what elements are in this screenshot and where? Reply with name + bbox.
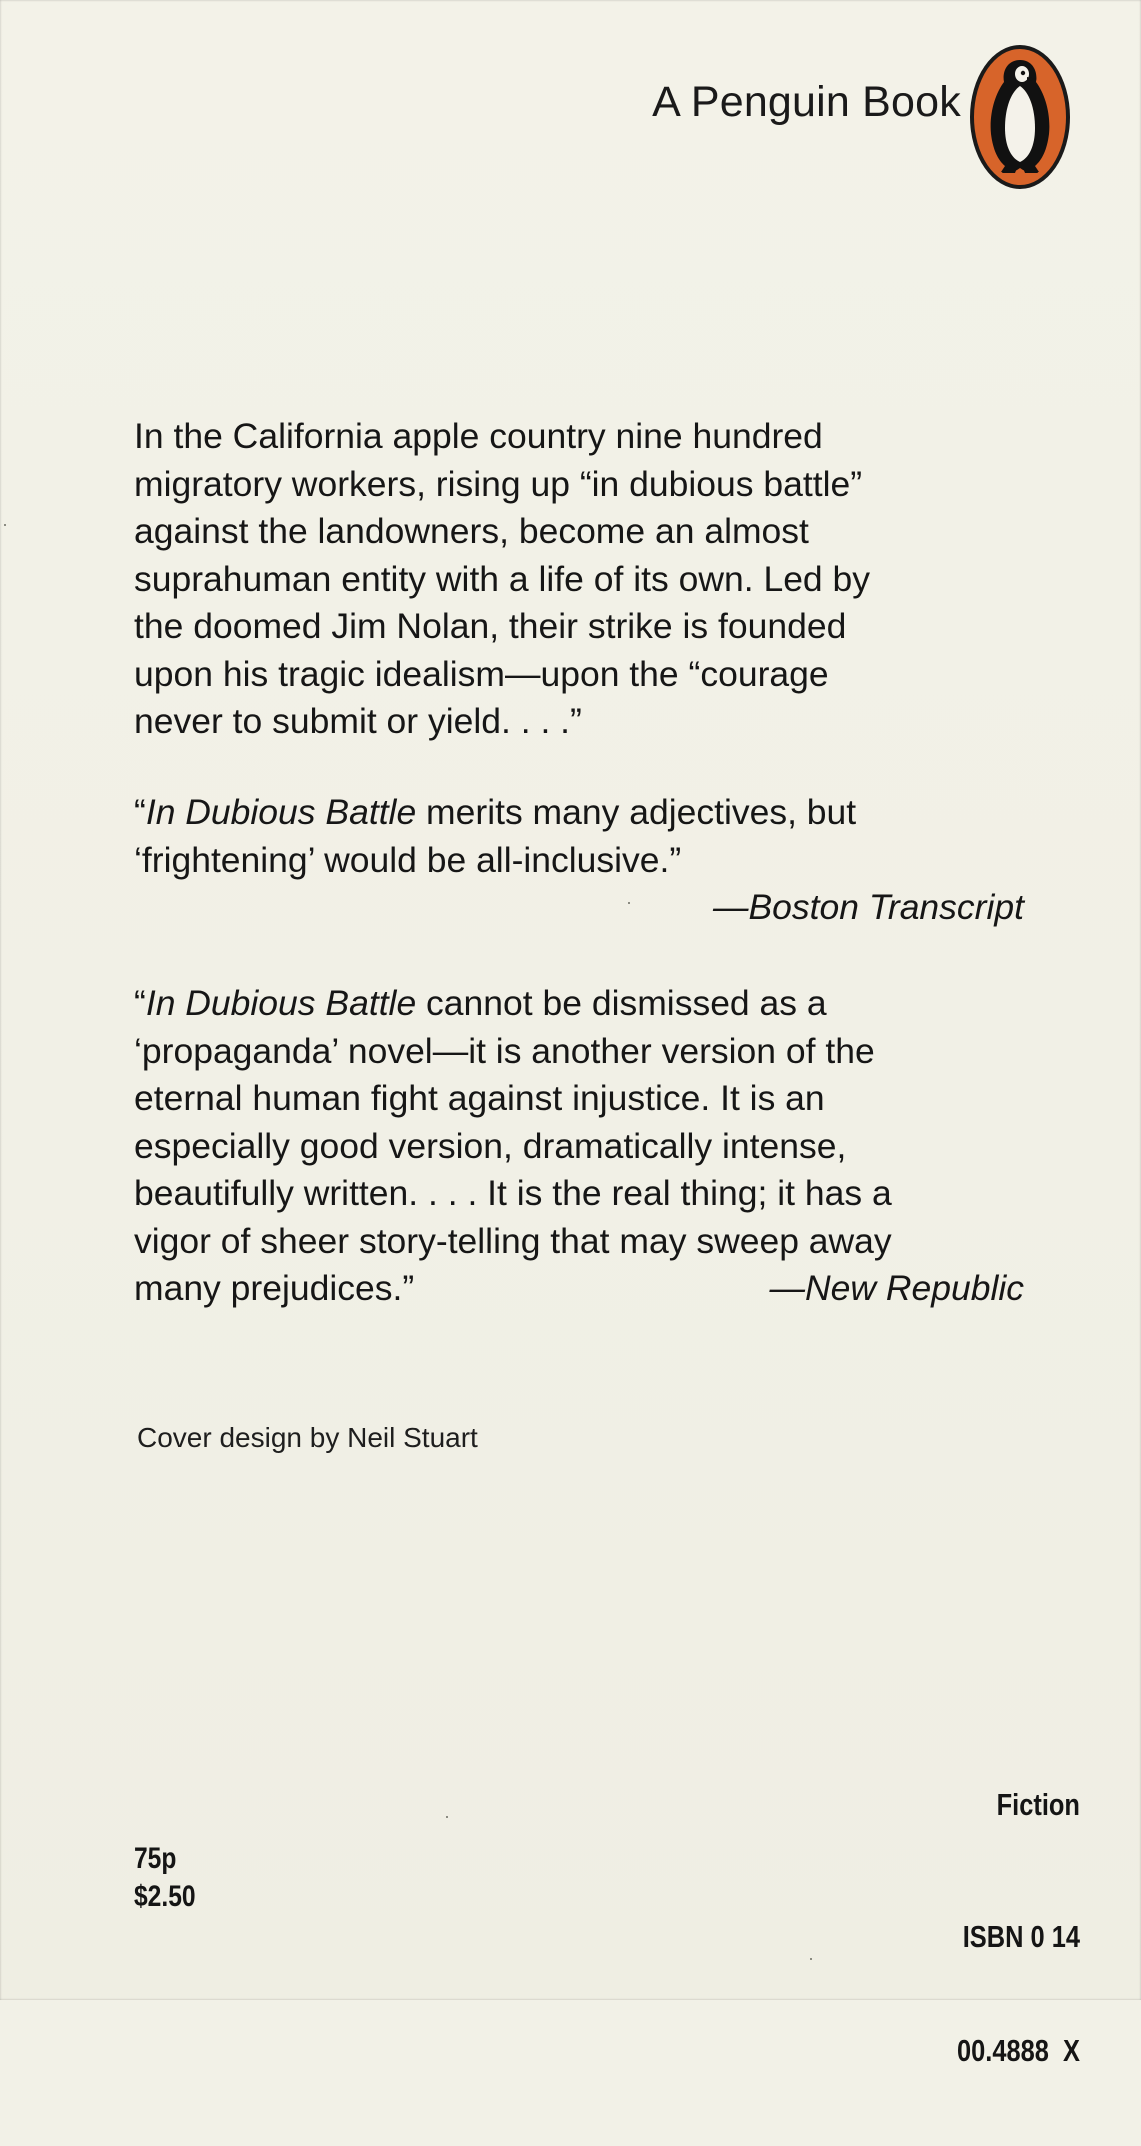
genre-label: Fiction <box>996 1787 1080 1822</box>
review-quote-body <box>134 980 1024 1313</box>
synopsis-text: In the California apple country nine hundred migratory workers, rising up “in dubious battle” against the landowners, become an almost suprahuman entity with a life of its own. Led by the doomed Jim Nolan, their strike is founded upon his tragic idealism—upon the “courage never to submit or yield. . . .” <box>134 416 871 741</box>
price-uk: 75p <box>134 1842 177 1875</box>
penguin-icon <box>967 42 1073 192</box>
isbn <box>957 1842 1080 2146</box>
open-quote-mark: “ <box>134 792 146 832</box>
publisher-label: A Penguin Book <box>652 77 961 126</box>
publisher-brand <box>652 42 1073 192</box>
price-block <box>134 1840 196 1916</box>
review-quote-boston <box>134 789 1024 932</box>
classification-block <box>957 1786 1080 2146</box>
paper-speck <box>4 524 6 526</box>
review-quote-body <box>134 789 1024 884</box>
isbn-line-1: ISBN 0 14 <box>962 1919 1080 1954</box>
synopsis-paragraph <box>134 413 1024 746</box>
book-title-italic: In Dubious Battle <box>145 792 417 832</box>
open-quote-mark: “ <box>134 983 146 1023</box>
paper-speck <box>628 902 630 904</box>
review-attribution: —New Republic <box>769 1268 1024 1308</box>
review-quote-text: merits many adjectives, but ‘frightening’ would be all-inclusive.” <box>134 792 857 880</box>
review-quote-new-republic <box>134 980 1024 1313</box>
review-attribution: —Boston Transcript <box>712 887 1024 927</box>
review-quote-text: cannot be dismissed as a ‘propaganda’ novel—it is another version of the eternal human fight against injustice. It is an especially good version, dramatically intense, beautifully written. . . . It is the real thing; it has a vigor of sheer story-telling that may sweep away many prejudices.” <box>134 983 892 1308</box>
price-us: $2.50 <box>134 1880 196 1913</box>
isbn-line-2: 00.4888 X <box>957 2033 1080 2068</box>
paper-speck <box>446 1816 448 1818</box>
paper-speck <box>810 1958 812 1960</box>
book-title-italic: In Dubious Battle <box>145 983 417 1023</box>
cover-design-credit: Cover design by Neil Stuart <box>137 1422 478 1453</box>
